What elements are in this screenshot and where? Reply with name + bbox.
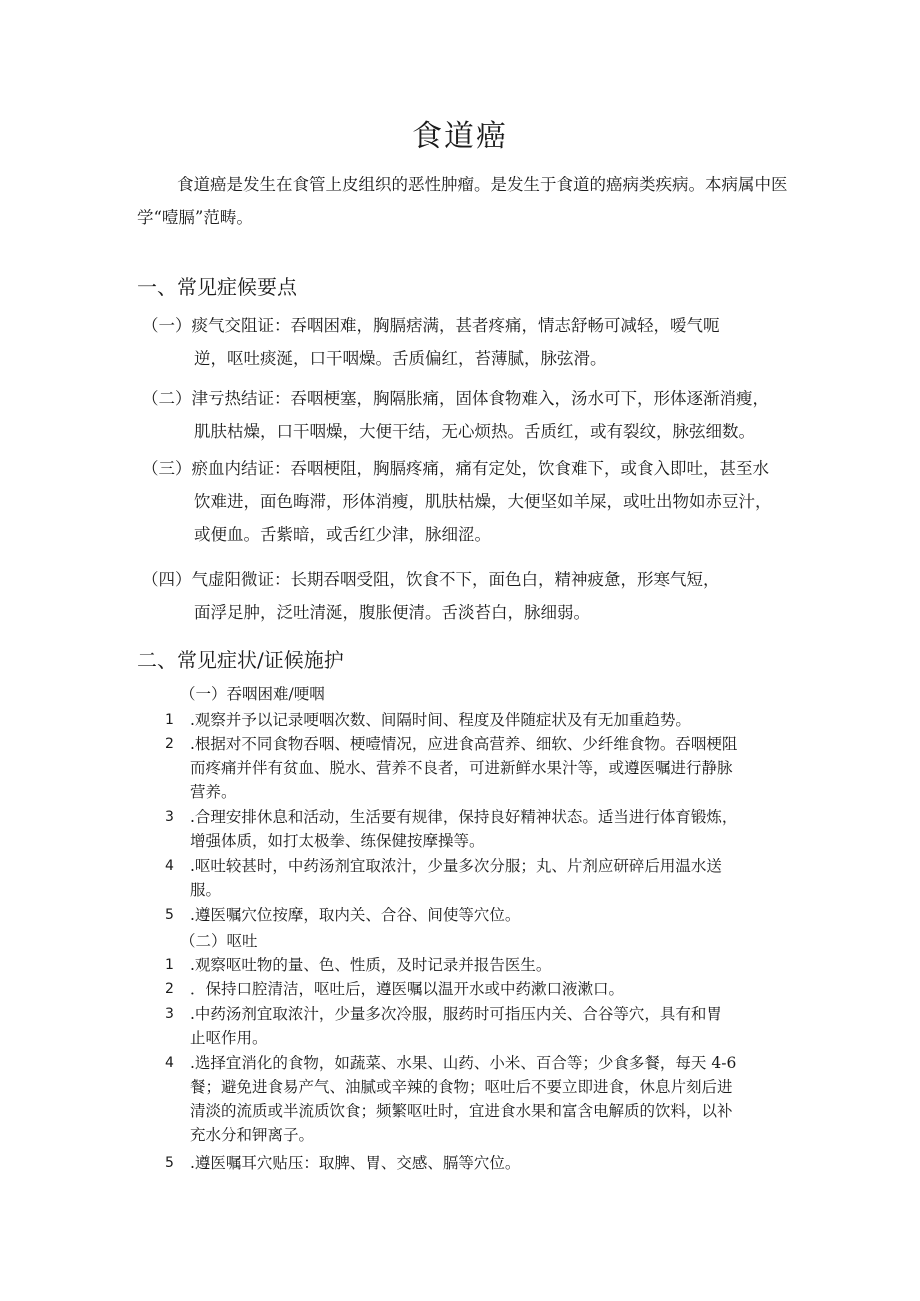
syndrome-label: （二）津亏热结证： [142,389,291,408]
syndrome-text: 面浮足肿，泛吐清涎，腹胀便清。舌淡苔白，脉细弱。 [194,603,590,622]
list-text: 服。 [190,881,222,899]
list-number: 2 [165,981,174,997]
syndrome-text: 吞咽困难，胸膈痞满，甚者疼痛，情志舒畅可减轻，嗳气呃 [290,316,720,335]
syndrome-text: 吞咽梗塞，胸隔胀痛，固体食物难入，汤水可下，形体逐渐消瘦， [290,389,769,408]
list-text: .观察并予以记录哽咽次数、间隔时间、程度及伴随症状及有无加重趋势。 [190,711,691,729]
intro-paragraph: 食道癌是发生在食管上皮组织的恶性肿瘤。是发生于食道的癌病类疾病。本病属中医学“噎膈”范畴。 [137,175,788,227]
list-text: 清淡的流质或半流质饮食；频繁呕吐时，宜进食水果和富含电解质的饮料，以补 [190,1102,733,1120]
syndrome-label: （三）瘀血内结证： [142,459,291,478]
list-item [165,805,805,853]
page-title: 食道癌 [412,119,508,154]
list-text: .遵医嘱耳穴贴压：取脾、胃、交感、膈等穴位。 [190,1154,521,1172]
list-number: 1 [165,712,174,728]
list-number: 2 [165,736,174,752]
syndrome-text: 长期吞咽受阻，饮食不下，面色白，精神疲惫，形寒气短， [290,570,720,589]
list-item [165,708,805,732]
syndrome-label: （四）气虚阳微证： [142,570,291,589]
list-item [165,903,805,927]
syndrome-text: 吞咽梗阻，胸膈疼痛，痛有定处，饮食难下，或食入即吐，甚至水 [290,459,769,478]
list-text: 止呕作用。 [190,1029,268,1047]
list-text: .遵医嘱穴位按摩，取内关、合谷、间使等穴位。 [190,906,521,924]
syndrome-label: （一）痰气交阻证： [142,316,291,335]
list-number: 1 [165,957,174,973]
subsection-title: （二）呕吐 [180,932,258,950]
list-text: .合理安排休息和活动，生活要有规律，保持良好精神状态。适当进行体育锻炼， [190,808,738,826]
syndrome-item-2 [142,382,802,448]
list-number: 4 [165,1055,174,1071]
syndrome-text: 饮难进，面色晦滞，形体消瘦，肌肤枯燥，大便坚如羊屎，或吐出物如赤豆汁， [194,492,772,511]
list-item [165,1151,805,1175]
syndrome-text: 逆，呕吐痰涎，口干咽燥。舌质偏红，苔薄腻，脉弦滑。 [194,349,607,368]
list-text: 增强体质，如打太极拳、练保健按摩操等。 [190,832,485,850]
syndrome-text: 或便血。舌紫暗，或舌红少津，脉细涩。 [194,525,491,544]
list-number: 4 [165,858,174,874]
list-item [165,977,805,1001]
list-text: ．保持口腔清洁，呕吐后，遵医嘱以温开水或中药漱口液漱口。 [190,980,625,998]
syndrome-item-4 [142,563,802,629]
list-number: 5 [165,907,174,923]
list-number: 5 [165,1155,174,1171]
list-text: 充水分和钾离子。 [190,1126,315,1144]
list-number: 3 [165,1006,174,1022]
subsection-title: （一）吞咽困难/哽咽 [180,685,325,703]
list-item [165,1002,805,1050]
list-item [165,953,805,977]
list-item [165,854,805,902]
list-text: .呕吐较甚时，中药汤剂宜取浓汁，少量多次分服；丸、片剂应研碎后用温水送 [190,857,722,875]
list-text: .根据对不同食物吞咽、梗噎情况，应进食高营养、细软、少纤维食物。吞咽梗阻 [190,735,738,753]
list-item [165,732,805,804]
list-text: 而疼痛并伴有贫血、脱水、营养不良者，可进新鲜水果汁等，或遵医嘱进行静脉 [190,759,733,777]
syndrome-item-3 [142,452,802,551]
list-number: 3 [165,809,174,825]
section2-heading: 二、常见症状/证候施护 [137,648,344,672]
syndrome-item-1 [142,309,802,375]
section1-heading: 一、常见症候要点 [137,275,297,299]
list-text: 餐；避免进食易产气、油腻或辛辣的食物；呕吐后不要立即进食，休息片刻后进 [190,1078,733,1096]
list-text: .中药汤剂宜取浓汁，少量多次冷服，服药时可指压内关、合谷等穴，具有和胃 [190,1005,722,1023]
list-text: .选择宜消化的食物，如蔬菜、水果、山药、小米、百合等；少食多餐，每天 4-6 [190,1054,737,1072]
list-text: .观察呕吐物的量、色、性质，及时记录并报告医生。 [190,956,552,974]
syndrome-text: 肌肤枯燥，口干咽燥，大便干结，无心烦热。舌质红，或有裂纹，脉弦细数。 [194,422,755,441]
list-text: 营养。 [190,783,237,801]
list-item [165,1051,805,1147]
